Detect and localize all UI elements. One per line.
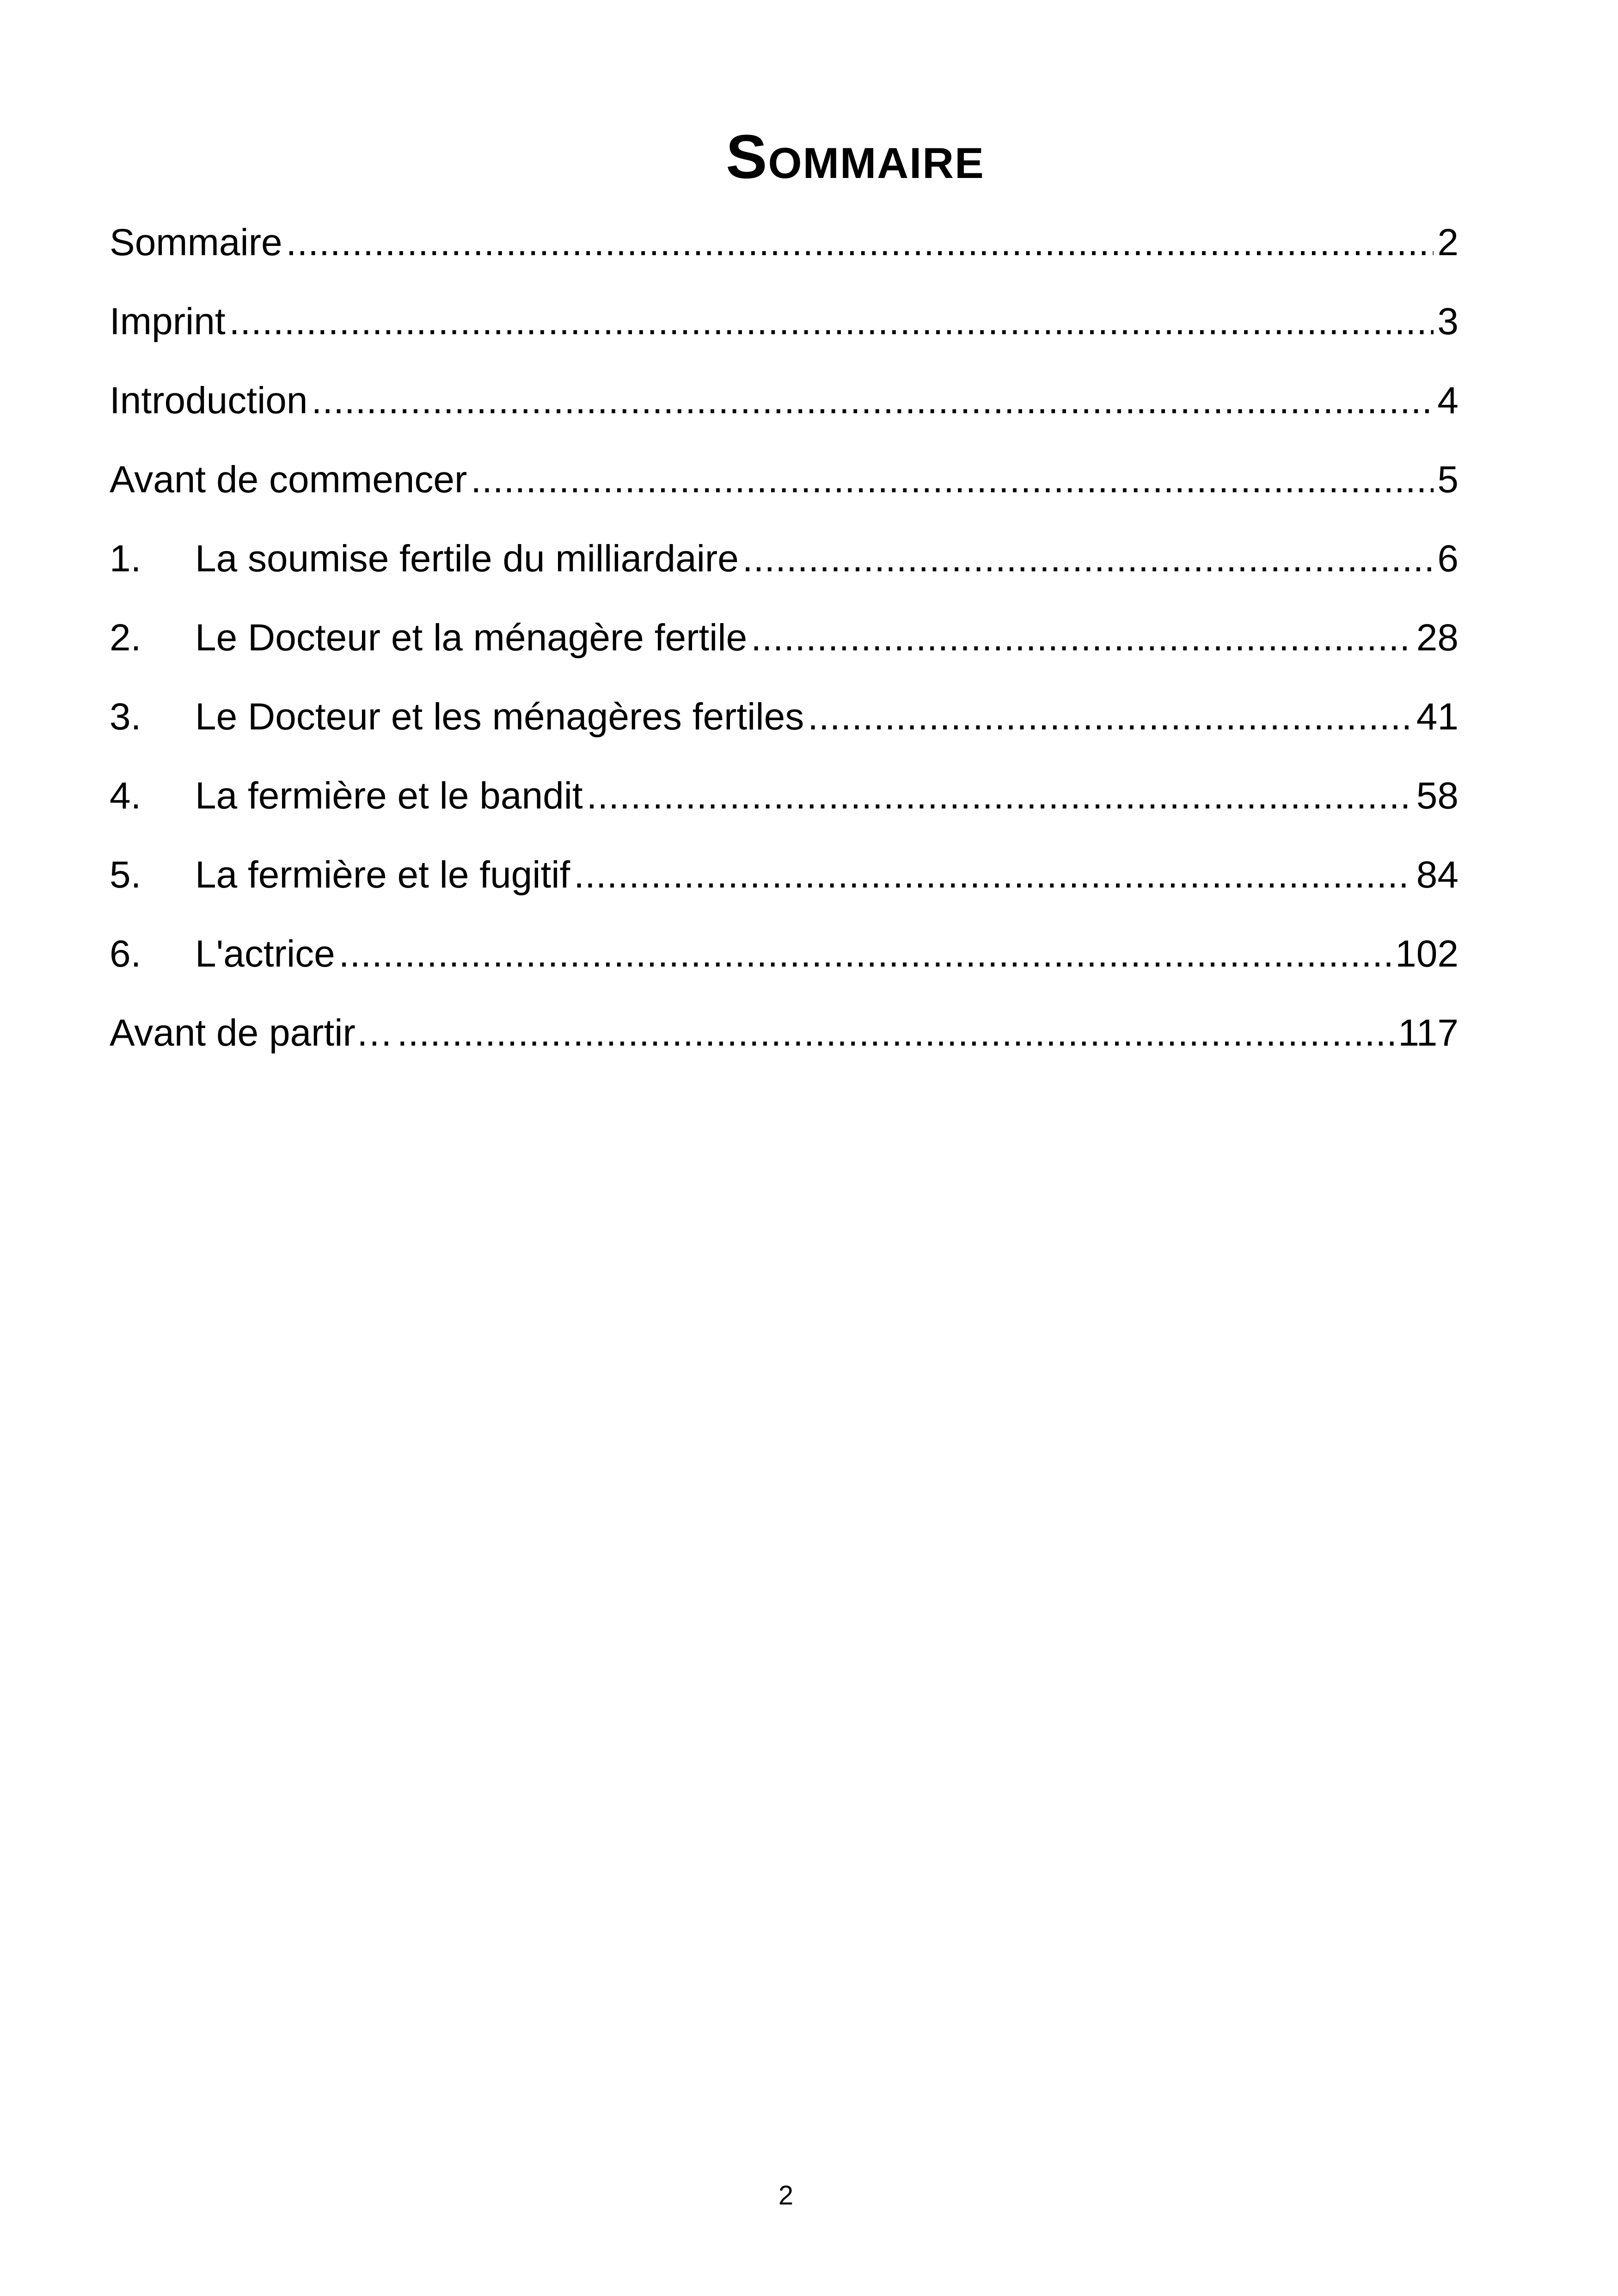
toc-dot-leader [742,533,1434,584]
toc-entry-number: 6. [110,933,141,975]
toc-entry-page: 41 [1416,696,1459,738]
toc-entry-label: Imprint [110,300,226,343]
toc-entry-avant-de-commencer [110,454,1459,533]
toc-entry-label: L'actrice [195,933,335,975]
toc-entry-sommaire [110,217,1459,296]
toc-entry-page: 2 [1437,221,1459,263]
toc-entry-label: Avant de commencer [110,459,467,501]
toc-entry-page: 3 [1437,300,1459,343]
toc-entry-label: Le Docteur et les ménagères fertiles [195,696,804,738]
toc-entry-label: Avant de partir… [110,1012,393,1054]
toc-entry-label: La fermière et le fugitif [195,854,570,896]
toc-entry-number: 2. [110,617,141,659]
toc-dot-leader [286,217,1434,268]
toc-entry-page: 5 [1437,459,1459,501]
toc-entry-page: 28 [1416,617,1459,659]
toc-entry-page: 6 [1437,538,1459,580]
toc-entry-label: La fermière et le bandit [195,775,583,817]
toc-dot-leader [397,1008,1394,1059]
toc-dot-leader [312,375,1434,426]
toc-entry-label: Sommaire [110,221,282,263]
toc-entry-page: 58 [1416,775,1459,817]
toc-entry-label: Introduction [110,380,308,422]
page-number: 2 [778,2180,794,2210]
toc-dot-leader [229,296,1434,347]
toc-entry-introduction [110,375,1459,454]
toc-entry-chapter-6 [110,929,1459,1008]
toc-entry-chapter-5 [110,850,1459,929]
toc-entry-label: Le Docteur et la ménagère fertile [195,617,748,659]
toc-entry-chapter-4 [110,771,1459,850]
toc-entry-chapter-1 [110,533,1459,612]
toc-entry-page: 117 [1398,1012,1459,1054]
table-of-contents [110,217,1459,1087]
toc-entry-chapter-2 [110,612,1459,692]
toc-entry-imprint [110,296,1459,375]
toc-entry-number: 5. [110,854,141,896]
toc-entry-chapter-3 [110,692,1459,771]
toc-entry-avant-de-partir [110,1008,1459,1087]
toc-entry-number: 4. [110,775,141,817]
toc-dot-leader [471,454,1434,505]
toc-dot-leader [574,850,1413,900]
toc-entry-number: 1. [110,538,141,580]
toc-entry-page: 4 [1437,380,1459,422]
toc-dot-leader [339,929,1391,980]
toc-entry-page: 102 [1395,933,1459,975]
toc-entry-page: 84 [1416,854,1459,896]
toc-entry-number: 3. [110,696,141,738]
toc-dot-leader [808,692,1413,742]
toc-dot-leader [751,612,1413,663]
page-title: Sommaire [726,122,985,191]
toc-dot-leader [587,771,1413,821]
toc-entry-label: La soumise fertile du milliardaire [195,538,739,580]
